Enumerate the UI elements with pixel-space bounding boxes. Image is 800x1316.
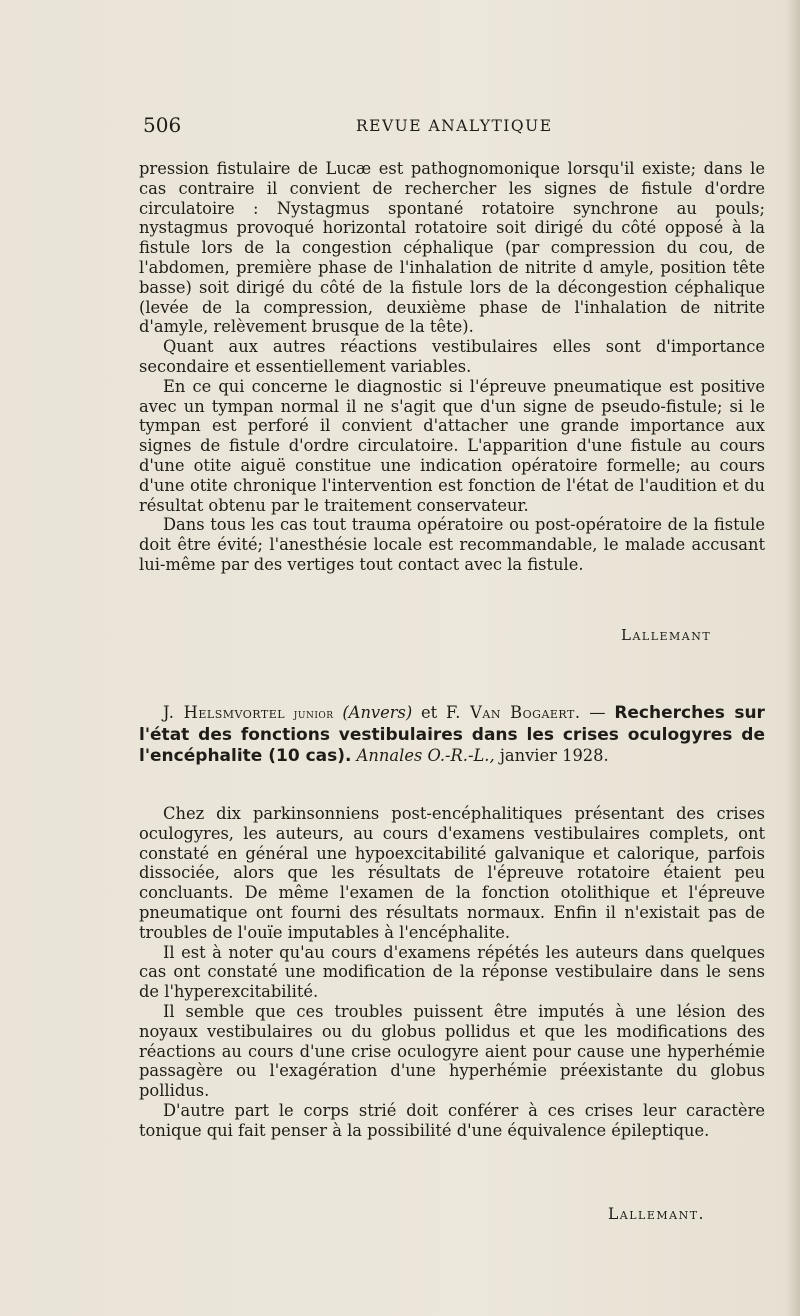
review-2-citation: [139, 703, 765, 766]
review-2-signature: Lallemant.: [608, 1205, 705, 1223]
review-1-body: [139, 159, 765, 575]
citation-connector: et: [421, 703, 438, 722]
citation-author-2: F. Van Bogaert.: [445, 703, 581, 722]
review-2-paragraph: Chez dix parkinsonniens post-encéphalitiques présentant des crises oculogyres, les auteurs, au cours d'examens vestibulaires complets, ont constaté en général une hypoexcitabilité galvanique et calorique, parfois dissociée, alors que les résultats de l'épreuve rotatoire étaient peu concluants. De même l'examen de la fonction otolithique et l'épreuve pneumatique ont fourni des résultats normaux. Enfin il n'existait pas de troubles de l'ouïe imputables à l'encéphalite.: [139, 804, 765, 942]
review-2-paragraph: Il est à noter qu'au cours d'examens répétés les auteurs dans quelques cas ont constaté une modification de la réponse vestibulaire dans le sens de l'hyperexcitabilité.: [139, 942, 765, 1002]
citation-date: janvier 1928.: [499, 745, 609, 765]
review-1-signature: Lallemant: [621, 626, 712, 644]
page-edge-shadow: [786, 0, 800, 1316]
citation-author-1-suffix: junior: [293, 707, 334, 722]
citation-dash: —: [589, 703, 606, 722]
review-2-paragraph: D'autre part le corps strié doit conférer à ces crises leur caractère tonique qui fait penser à la possibilité d'une équivalence épileptique.: [139, 1100, 765, 1140]
review-1-paragraph: En ce qui concerne le diagnostic si l'épreuve pneumatique est positive avec un tympan normal il ne s'agit que d'un signe de pseudo-fistule; si le tympan est perforé il convient d'attacher une grande importance aux signes de fistule d'ordre circulatoire. L'apparition d'une fistule au cours d'une otite aiguë constitue une indication opératoire formelle; au cours d'une otite chronique l'intervention est fonction de l'état de l'audition et du résultat obtenu par le traitement conservateur.: [139, 376, 765, 515]
review-2-paragraph: Il semble que ces troubles puissent être imputés à une lésion des noyaux vestibulaires ou du globus pollidus et que les modifications des réactions au cours d'une crise oculogyre aient pour cause une hyperhémie passagère ou l'exagération d'une hyperhémie préexistante du globus pollidus.: [139, 1001, 765, 1101]
review-1-paragraph: Quant aux autres réactions vestibulaires elles sont d'importance secondaire et essentiellement variables.: [139, 337, 765, 376]
running-head: [143, 113, 763, 139]
citation-title: Recherches sur l'état des fonctions vestibulaires dans les crises oculogyres de l'encéphalite (10 cas).: [139, 703, 765, 766]
review-1-paragraph: pression fistulaire de Lucæ est pathognomonique lorsqu'il existe; dans le cas contraire il convient de rechercher les signes de fistule d'ordre circulatoire : Nystagmus spontané rotatoire synchrone au pouls; nystagmus provoqué horizontal rotatoire soit dirigé du côté opposé à la fistule lors de la congestion céphalique (par compression du cou, de l'abdomen, première phase de l'inhalation de nitrite d amyle, position tête basse) soit dirigé du côté de la fistule lors de la décongestion céphalique (levée de la compression, deuxième phase de l'inhalation de nitrite d'amyle, relèvement brusque de la tête).: [139, 159, 765, 337]
running-title: REVUE ANALYTIQUE: [356, 117, 553, 135]
review-2-body: [139, 804, 765, 1141]
citation-journal: Annales O.-R.-L.,: [356, 745, 495, 765]
review-1-paragraph: Dans tous les cas tout trauma opératoire ou post-opératoire de la fistule doit être évité; l'anesthésie locale est recommandable, le malade accusant lui-même par des vertiges tout contact avec la fistule.: [139, 515, 765, 574]
citation-city: (Anvers): [342, 703, 413, 722]
citation-author-1: J. Helsmvortel: [163, 703, 286, 722]
page-number: 506: [143, 113, 182, 137]
